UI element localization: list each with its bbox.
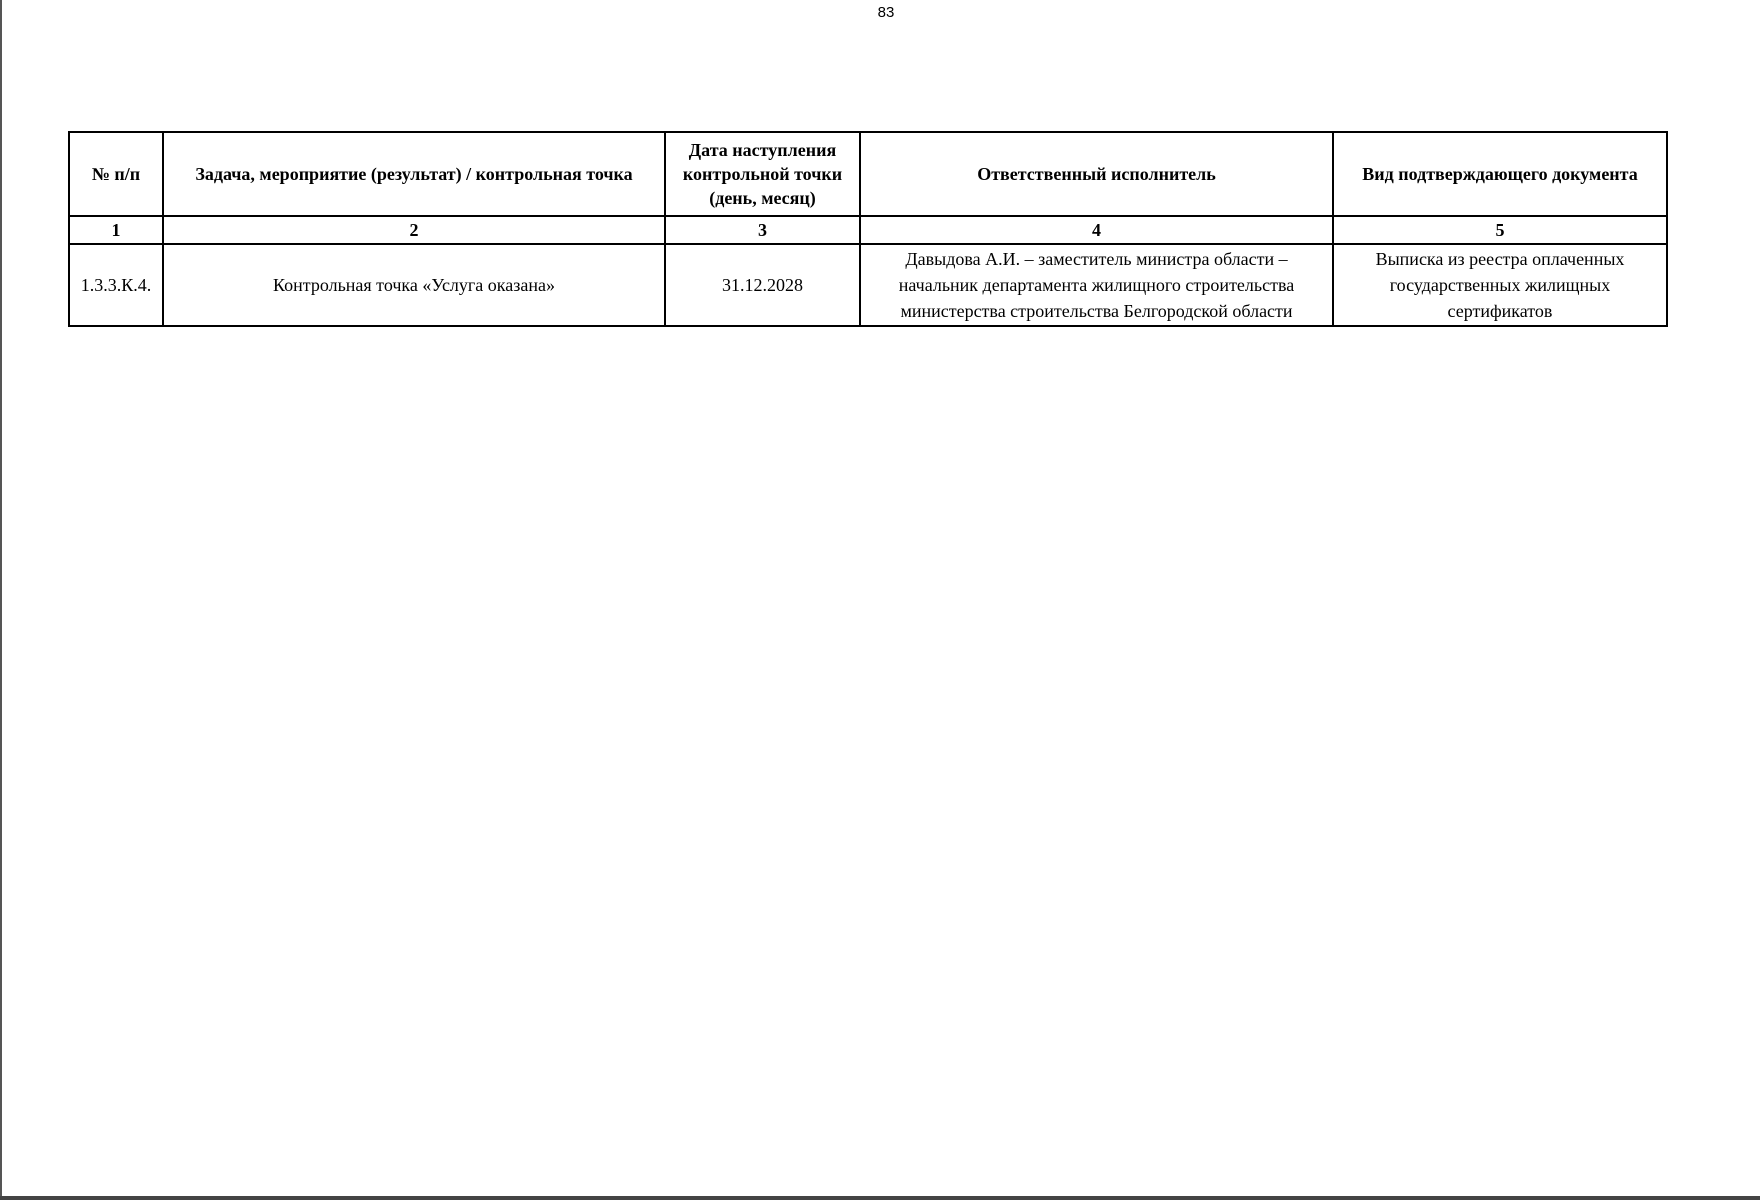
column-numbers-row: [69, 216, 1667, 244]
column-number: 1: [69, 216, 163, 244]
header-task: Задача, мероприятие (результат) / контрольная точка: [163, 132, 665, 216]
scan-edge-bottom: [0, 1196, 1760, 1200]
cell-executor: Давыдова А.И. – заместитель министра области – начальник департамента жилищного строительства министерства строительства Белгородской области: [860, 244, 1333, 326]
table-row: [69, 244, 1667, 326]
header-executor: Ответственный исполнитель: [860, 132, 1333, 216]
cell-date: 31.12.2028: [665, 244, 860, 326]
scan-edge-left: [0, 0, 2, 1200]
column-number: 4: [860, 216, 1333, 244]
cell-document: Выписка из реестра оплаченных государственных жилищных сертификатов: [1333, 244, 1667, 326]
cell-number: 1.3.3.К.4.: [69, 244, 163, 326]
table-header-row: [69, 132, 1667, 216]
page-number: 83: [877, 4, 895, 21]
header-number: № п/п: [69, 132, 163, 216]
header-date: Дата наступления контрольной точки (день, месяц): [665, 132, 860, 216]
column-number: 2: [163, 216, 665, 244]
control-points-table: [68, 131, 1668, 327]
header-document: Вид подтверждающего документа: [1333, 132, 1667, 216]
cell-task: Контрольная точка «Услуга оказана»: [163, 244, 665, 326]
column-number: 5: [1333, 216, 1667, 244]
column-number: 3: [665, 216, 860, 244]
